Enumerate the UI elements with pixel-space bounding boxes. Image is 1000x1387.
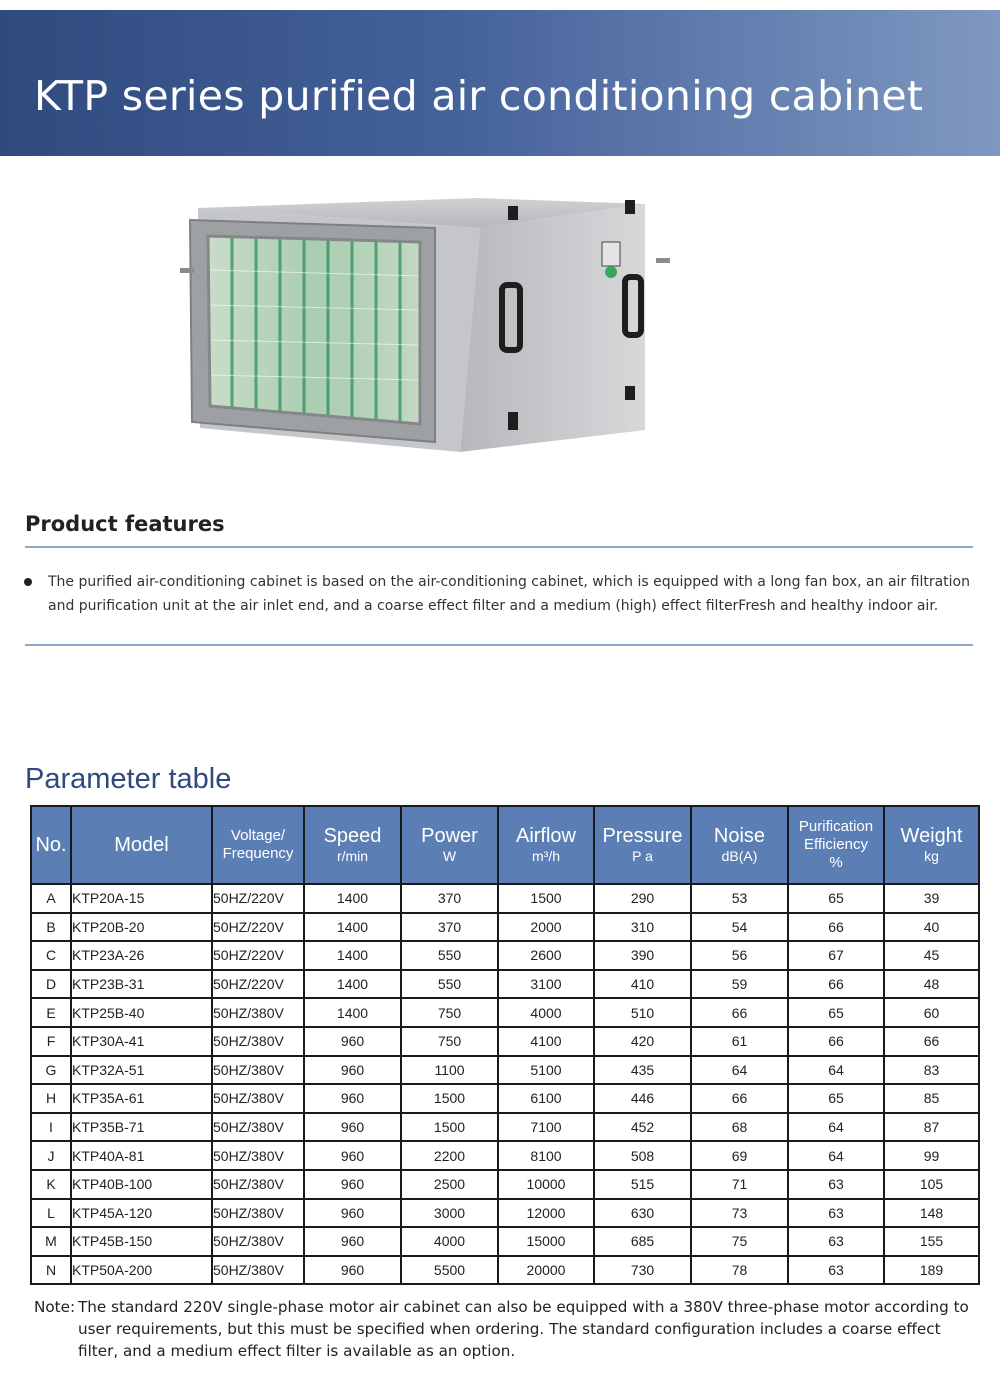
cell-speed: 960 [304, 1256, 401, 1285]
table-row [31, 941, 979, 970]
cell-pressure: 508 [594, 1141, 691, 1170]
title-banner [0, 10, 1000, 156]
header-no: No. [31, 806, 71, 884]
cell-airflow: 7100 [498, 1113, 594, 1142]
header-model: Model [71, 806, 212, 884]
cell-noise: 64 [691, 1056, 788, 1085]
cell-pressure: 685 [594, 1227, 691, 1256]
cell-pressure: 290 [594, 884, 691, 913]
cell-no: J [31, 1141, 71, 1170]
cell-no: A [31, 884, 71, 913]
cell-efficiency: 64 [788, 1056, 884, 1085]
table-body [31, 884, 979, 1284]
cell-no: G [31, 1056, 71, 1085]
cell-model: KTP35A-61 [71, 1084, 212, 1113]
cell-speed: 960 [304, 1113, 401, 1142]
cell-no: C [31, 941, 71, 970]
cell-airflow: 8100 [498, 1141, 594, 1170]
cell-speed: 1400 [304, 970, 401, 999]
cell-pressure: 510 [594, 998, 691, 1027]
cell-airflow: 1500 [498, 884, 594, 913]
table-row [31, 1256, 979, 1285]
bullet-icon [24, 578, 32, 586]
cell-voltage: 50HZ/380V [212, 1199, 304, 1228]
cell-power: 550 [401, 941, 498, 970]
table-row [31, 1056, 979, 1085]
cell-airflow: 20000 [498, 1256, 594, 1285]
cell-pressure: 630 [594, 1199, 691, 1228]
cell-model: KTP40A-81 [71, 1141, 212, 1170]
cell-voltage: 50HZ/380V [212, 1141, 304, 1170]
header-weight: Weight kg [884, 806, 979, 884]
cell-efficiency: 63 [788, 1256, 884, 1285]
cell-speed: 960 [304, 1227, 401, 1256]
cell-pressure: 390 [594, 941, 691, 970]
table-row [31, 998, 979, 1027]
cell-pressure: 515 [594, 1170, 691, 1199]
cell-power: 3000 [401, 1199, 498, 1228]
note-label: Note: [34, 1298, 76, 1316]
feature-description: The purified air-conditioning cabinet is based on the air-conditioning cabinet, which is equipped with a long fan box, an air filtration and purification unit at the air inlet end, and a coarse effect filter and a medium (high) effect filterFresh and healthy indoor air. [48, 574, 970, 614]
header-efficiency: Purification Efficiency % [788, 806, 884, 884]
cell-pressure: 310 [594, 913, 691, 942]
cell-weight: 39 [884, 884, 979, 913]
cell-noise: 53 [691, 884, 788, 913]
cell-model: KTP35B-71 [71, 1113, 212, 1142]
header-pressure: Pressure P a [594, 806, 691, 884]
cell-pressure: 730 [594, 1256, 691, 1285]
cell-efficiency: 63 [788, 1199, 884, 1228]
cell-power: 5500 [401, 1256, 498, 1285]
cell-weight: 60 [884, 998, 979, 1027]
cell-model: KTP50A-200 [71, 1256, 212, 1285]
cell-model: KTP23A-26 [71, 941, 212, 970]
parameter-table [30, 805, 980, 1285]
cell-voltage: 50HZ/220V [212, 941, 304, 970]
cell-weight: 48 [884, 970, 979, 999]
cell-efficiency: 63 [788, 1227, 884, 1256]
cell-noise: 69 [691, 1141, 788, 1170]
product-image [170, 190, 710, 460]
cell-power: 2500 [401, 1170, 498, 1199]
cell-speed: 960 [304, 1141, 401, 1170]
cell-weight: 155 [884, 1227, 979, 1256]
page-title: KTP series purified air conditioning cabinet [34, 72, 924, 120]
cell-efficiency: 66 [788, 1027, 884, 1056]
table-header-row [31, 806, 979, 884]
cell-model: KTP20A-15 [71, 884, 212, 913]
cell-pressure: 446 [594, 1084, 691, 1113]
cell-no: L [31, 1199, 71, 1228]
cell-efficiency: 66 [788, 970, 884, 999]
cell-efficiency: 65 [788, 998, 884, 1027]
header-power: Power W [401, 806, 498, 884]
cell-airflow: 12000 [498, 1199, 594, 1228]
header-voltage: Voltage/ Frequency [212, 806, 304, 884]
cell-pressure: 420 [594, 1027, 691, 1056]
cell-speed: 960 [304, 1056, 401, 1085]
cell-voltage: 50HZ/220V [212, 913, 304, 942]
cell-voltage: 50HZ/380V [212, 1113, 304, 1142]
cell-weight: 189 [884, 1256, 979, 1285]
divider [25, 546, 973, 548]
cell-voltage: 50HZ/380V [212, 1027, 304, 1056]
cell-voltage: 50HZ/380V [212, 1056, 304, 1085]
cell-airflow: 2600 [498, 941, 594, 970]
cell-speed: 960 [304, 1027, 401, 1056]
cell-model: KTP30A-41 [71, 1027, 212, 1056]
cell-no: M [31, 1227, 71, 1256]
cell-noise: 61 [691, 1027, 788, 1056]
cell-weight: 66 [884, 1027, 979, 1056]
cell-power: 750 [401, 1027, 498, 1056]
parameter-table-heading: Parameter table [25, 763, 232, 795]
cell-efficiency: 66 [788, 913, 884, 942]
cell-efficiency: 65 [788, 884, 884, 913]
cell-efficiency: 64 [788, 1113, 884, 1142]
cell-no: K [31, 1170, 71, 1199]
cell-airflow: 5100 [498, 1056, 594, 1085]
cell-airflow: 10000 [498, 1170, 594, 1199]
cell-power: 1100 [401, 1056, 498, 1085]
table-row [31, 884, 979, 913]
note-text: The standard 220V single-phase motor air cabinet can also be equipped with a 380V three-phase motor according to user requirements, but this must be specified when ordering. The standard configuration includes a coarse effect filter, and a medium effect filter is available as an option. [78, 1298, 969, 1360]
cell-speed: 960 [304, 1170, 401, 1199]
cell-speed: 1400 [304, 913, 401, 942]
table-row [31, 913, 979, 942]
cell-power: 370 [401, 884, 498, 913]
table-row [31, 1113, 979, 1142]
cell-weight: 40 [884, 913, 979, 942]
note [34, 1296, 974, 1362]
cell-pressure: 435 [594, 1056, 691, 1085]
cell-airflow: 15000 [498, 1227, 594, 1256]
cell-weight: 85 [884, 1084, 979, 1113]
table-row [31, 1027, 979, 1056]
cell-pressure: 452 [594, 1113, 691, 1142]
cell-no: H [31, 1084, 71, 1113]
cell-airflow: 4000 [498, 998, 594, 1027]
table-row [31, 1084, 979, 1113]
cell-noise: 73 [691, 1199, 788, 1228]
header-noise: Noise dB(A) [691, 806, 788, 884]
table-row [31, 1141, 979, 1170]
cell-power: 750 [401, 998, 498, 1027]
cell-weight: 105 [884, 1170, 979, 1199]
table-row [31, 1227, 979, 1256]
header-speed: Speed r/min [304, 806, 401, 884]
cell-model: KTP25B-40 [71, 998, 212, 1027]
cell-airflow: 4100 [498, 1027, 594, 1056]
cell-power: 370 [401, 913, 498, 942]
divider [25, 644, 973, 646]
cell-speed: 1400 [304, 884, 401, 913]
cell-noise: 56 [691, 941, 788, 970]
cell-power: 1500 [401, 1084, 498, 1113]
cell-speed: 960 [304, 1199, 401, 1228]
cell-voltage: 50HZ/220V [212, 884, 304, 913]
cell-weight: 83 [884, 1056, 979, 1085]
cell-noise: 78 [691, 1256, 788, 1285]
cell-power: 2200 [401, 1141, 498, 1170]
cell-no: I [31, 1113, 71, 1142]
cell-model: KTP40B-100 [71, 1170, 212, 1199]
table-row [31, 1199, 979, 1228]
cell-voltage: 50HZ/380V [212, 1084, 304, 1113]
cell-speed: 1400 [304, 998, 401, 1027]
table-row [31, 970, 979, 999]
cell-speed: 1400 [304, 941, 401, 970]
cell-noise: 54 [691, 913, 788, 942]
cell-voltage: 50HZ/380V [212, 998, 304, 1027]
cell-power: 4000 [401, 1227, 498, 1256]
cell-voltage: 50HZ/380V [212, 1227, 304, 1256]
cell-efficiency: 64 [788, 1141, 884, 1170]
cell-power: 550 [401, 970, 498, 999]
cell-weight: 45 [884, 941, 979, 970]
cell-noise: 75 [691, 1227, 788, 1256]
cell-voltage: 50HZ/220V [212, 970, 304, 999]
cell-pressure: 410 [594, 970, 691, 999]
cell-airflow: 2000 [498, 913, 594, 942]
cell-noise: 68 [691, 1113, 788, 1142]
header-airflow: Airflow m³/h [498, 806, 594, 884]
cell-efficiency: 67 [788, 941, 884, 970]
cell-model: KTP45B-150 [71, 1227, 212, 1256]
cell-efficiency: 65 [788, 1084, 884, 1113]
cell-airflow: 6100 [498, 1084, 594, 1113]
table-row [31, 1170, 979, 1199]
cell-no: N [31, 1256, 71, 1285]
cell-no: B [31, 913, 71, 942]
cell-power: 1500 [401, 1113, 498, 1142]
cell-weight: 99 [884, 1141, 979, 1170]
cell-no: D [31, 970, 71, 999]
cell-speed: 960 [304, 1084, 401, 1113]
cell-airflow: 3100 [498, 970, 594, 999]
cell-voltage: 50HZ/380V [212, 1256, 304, 1285]
cell-weight: 87 [884, 1113, 979, 1142]
features-heading: Product features [25, 512, 225, 536]
cell-model: KTP32A-51 [71, 1056, 212, 1085]
cell-noise: 59 [691, 970, 788, 999]
cell-noise: 71 [691, 1170, 788, 1199]
cell-no: E [31, 998, 71, 1027]
cell-noise: 66 [691, 1084, 788, 1113]
cell-model: KTP45A-120 [71, 1199, 212, 1228]
cell-no: F [31, 1027, 71, 1056]
cell-voltage: 50HZ/380V [212, 1170, 304, 1199]
cell-model: KTP20B-20 [71, 913, 212, 942]
cell-model: KTP23B-31 [71, 970, 212, 999]
cell-noise: 66 [691, 998, 788, 1027]
cell-efficiency: 63 [788, 1170, 884, 1199]
cell-weight: 148 [884, 1199, 979, 1228]
